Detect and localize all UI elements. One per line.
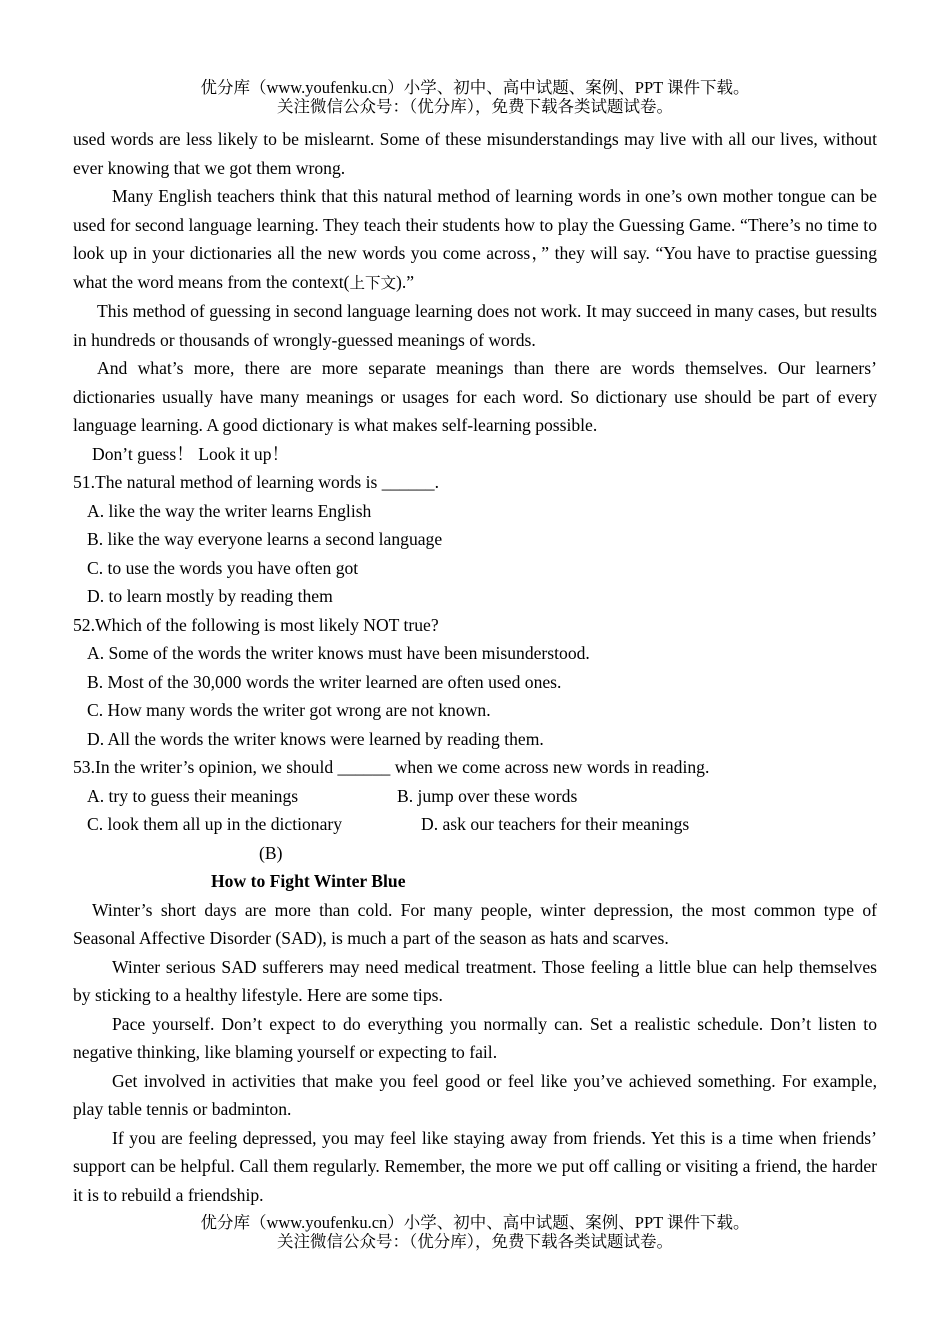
passage-a-paragraph-4: And what’s more, there are more separate meanings than there are words themselves. Our learners’ dictionaries usually have many meanings or usages for each word. So dictionary use should be part of every language learning. A good dictionary is what makes self-learning possible. — [73, 358, 877, 435]
question-52-option-a: A. Some of the words the writer knows must have been misunderstood. — [87, 643, 590, 663]
passage-b-paragraph-5: If you are feeling depressed, you may feel like staying away from friends. Yet this is a time when friends’ support can be helpful. Call them regularly. Remember, the more we put off calling or visiting a friend, the harder it is to rebuild a friendship. — [73, 1127, 877, 1205]
passage-b-paragraph-4: Get involved in activities that make you feel good or feel like you’ve achieved something. For example, play table tennis or badminton. — [73, 1070, 877, 1119]
question-52-stem: 52.Which of the following is most likely NOT true? — [73, 614, 439, 635]
question-53-stem: 53.In the writer’s opinion, we should ______ when we come across new words in reading. — [73, 757, 710, 777]
page-header — [0, 78, 950, 116]
paragraph-2-text: Many English teachers think that this natural method of learning words in one’s own mother tongue can be used for second language learning. They teach their students how to play the Guessing Game. “There’s no time to look up in your dictionaries all the new words you come across，” they will say. “You have to practise guessing what the word means from the context( — [73, 186, 877, 292]
footer-line-1: 优分库（www.youfenku.cn）小学、初中、高中试题、案例、PPT 课件下载。 — [200, 1213, 750, 1232]
section-b-label: (B) — [259, 842, 283, 863]
passage-a-paragraph-5: Don’t guess！ Look it up！ — [92, 443, 290, 464]
header-line-2: 关注微信公众号：（优分库），免费下载各类试题试卷。 — [277, 97, 673, 116]
passage-b-title: How to Fight Winter Blue — [211, 871, 406, 891]
passage-b-paragraph-1: Winter’s short days are more than cold. For many people, winter depression, the most common type of Seasonal Affective Disorder (SAD), is much a part of the season as hats and scarves. — [73, 899, 877, 948]
question-53-options-row-1 — [73, 782, 877, 811]
question-53-option-b: B. jump over these words — [397, 785, 578, 806]
question-51-option-a: A. like the way the writer learns English — [87, 500, 372, 521]
question-52-option-c: C. How many words the writer got wrong are not known. — [87, 700, 491, 720]
footer-line-2: 关注微信公众号：（优分库），免费下载各类试题试卷。 — [277, 1232, 673, 1251]
header-line-1: 优分库（www.youfenku.cn）小学、初中、高中试题、案例、PPT 课件下载。 — [200, 78, 750, 97]
passage-b-paragraph-2: Winter serious SAD sufferers may need medical treatment. Those feeling a little blue can help themselves by sticking to a healthy lifestyle. Here are some tips. — [73, 956, 877, 1005]
question-51-option-c: C. to use the words you have often got — [87, 557, 359, 578]
question-51-option-d: D. to learn mostly by reading them — [87, 586, 333, 606]
question-51-option-b: B. like the way everyone learns a second language — [87, 529, 443, 549]
page-footer — [0, 1213, 950, 1251]
question-52-option-d: D. All the words the writer knows were learned by reading them. — [87, 728, 544, 749]
document-body — [73, 125, 877, 1209]
question-53-option-c: C. look them all up in the dictionary — [87, 814, 343, 834]
passage-a-paragraph-2 — [73, 182, 877, 297]
question-51-stem: 51.The natural method of learning words is ______. — [73, 472, 439, 492]
question-52-option-b: B. Most of the 30,000 words the writer learned are often used ones. — [87, 671, 562, 692]
passage-b-paragraph-3: Pace yourself. Don’t expect to do everything you normally can. Set a realistic schedule. Don’t listen to negative thinking, like blaming yourself or expecting to fail. — [73, 1013, 877, 1062]
question-53-options-row-2 — [73, 810, 877, 839]
question-53-option-a: A. try to guess their meanings — [87, 785, 299, 806]
passage-a-paragraph-1: used words are less likely to be mislearnt. Some of these misunderstandings may live with all our lives, without ever knowing that we got them wrong. — [73, 129, 877, 178]
paragraph-2-end: ).” — [396, 271, 415, 292]
question-53-option-d: D. ask our teachers for their meanings — [421, 814, 690, 834]
context-chinese-gloss: 上下文 — [349, 273, 397, 292]
passage-a-paragraph-3: This method of guessing in second language learning does not work. It may succeed in many cases, but results in hundreds or thousands of wrongly-guessed meanings of words. — [73, 301, 877, 350]
